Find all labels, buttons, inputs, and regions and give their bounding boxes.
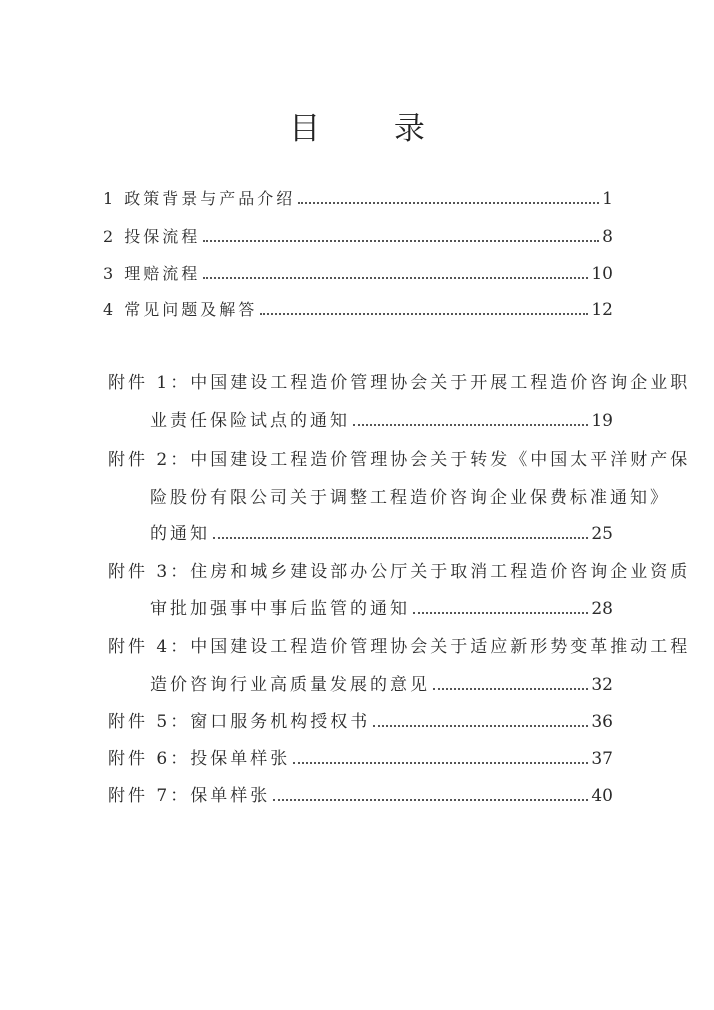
dot-leader (213, 537, 588, 539)
toc-page-number: 37 (591, 749, 613, 769)
toc-entry-attachment-2[interactable] (150, 523, 613, 545)
toc-entry-section-1[interactable] (103, 188, 613, 210)
toc-entry-label: 3 理赔流程 (103, 264, 201, 283)
toc-page-number: 40 (591, 786, 613, 806)
toc-entry-attachment-7[interactable] (108, 785, 613, 807)
toc-page-number: 32 (591, 675, 613, 695)
toc-entry-label: 1 政策背景与产品介绍 (103, 189, 296, 208)
toc-page-number: 36 (591, 712, 613, 732)
toc-entry-attachment-1-line-1[interactable]: 附件 1：中国建设工程造价管理协会关于开展工程造价咨询企业职 (108, 373, 691, 393)
toc-entry-label: 2 投保流程 (103, 227, 201, 246)
toc-entry-section-4[interactable] (103, 299, 613, 321)
dot-leader (433, 688, 588, 690)
toc-entry-label: 附件 7：保单样张 (108, 786, 271, 806)
toc-page-number: 12 (591, 300, 613, 320)
dot-leader (353, 424, 588, 426)
toc-entry-label: 附件 6：投保单样张 (108, 749, 291, 769)
toc-page-number: 8 (602, 227, 613, 247)
dot-leader (298, 202, 599, 204)
toc-entry-attachment-3[interactable] (150, 598, 613, 620)
toc-page-number: 10 (591, 264, 613, 284)
toc-page-number: 25 (591, 524, 613, 544)
dot-leader (273, 799, 588, 801)
toc-entry-attachment-1[interactable] (150, 410, 613, 432)
toc-entry-section-2[interactable] (103, 226, 613, 248)
dot-leader (260, 313, 588, 315)
toc-entry-label: 造价咨询行业高质量发展的意见 (150, 675, 430, 695)
toc-page-number: 1 (602, 189, 613, 209)
toc-entry-attachment-4-line-1[interactable]: 附件 4：中国建设工程造价管理协会关于适应新形势变革推动工程 (108, 637, 691, 657)
toc-entry-label: 的通知 (150, 524, 210, 544)
toc-entry-attachment-2-line-1[interactable]: 附件 2：中国建设工程造价管理协会关于转发《中国太平洋财产保 (108, 450, 691, 470)
toc-entry-attachment-5[interactable] (108, 711, 613, 733)
toc-entry-section-3[interactable] (103, 263, 613, 285)
toc-page-number: 19 (591, 411, 613, 431)
dot-leader (203, 240, 599, 242)
toc-page-number: 28 (591, 599, 613, 619)
toc-entry-attachment-4[interactable] (150, 674, 613, 696)
toc-entry-attachment-3-line-1[interactable]: 附件 3：住房和城乡建设部办公厅关于取消工程造价咨询企业资质 (108, 562, 691, 582)
toc-entry-attachment-2-line-2[interactable]: 险股份有限公司关于调整工程造价咨询企业保费标准通知》 (150, 488, 670, 508)
dot-leader (203, 277, 588, 279)
dot-leader (413, 612, 588, 614)
toc-entry-attachment-6[interactable] (108, 748, 613, 770)
dot-leader (373, 725, 588, 727)
page-title: 目 录 (289, 111, 457, 147)
toc-entry-label: 审批加强事中事后监管的通知 (150, 599, 410, 619)
toc-entry-label: 业责任保险试点的通知 (150, 411, 350, 431)
dot-leader (293, 762, 588, 764)
toc-entry-label: 附件 5：窗口服务机构授权书 (108, 712, 371, 732)
toc-entry-label: 4 常见问题及解答 (103, 300, 258, 319)
